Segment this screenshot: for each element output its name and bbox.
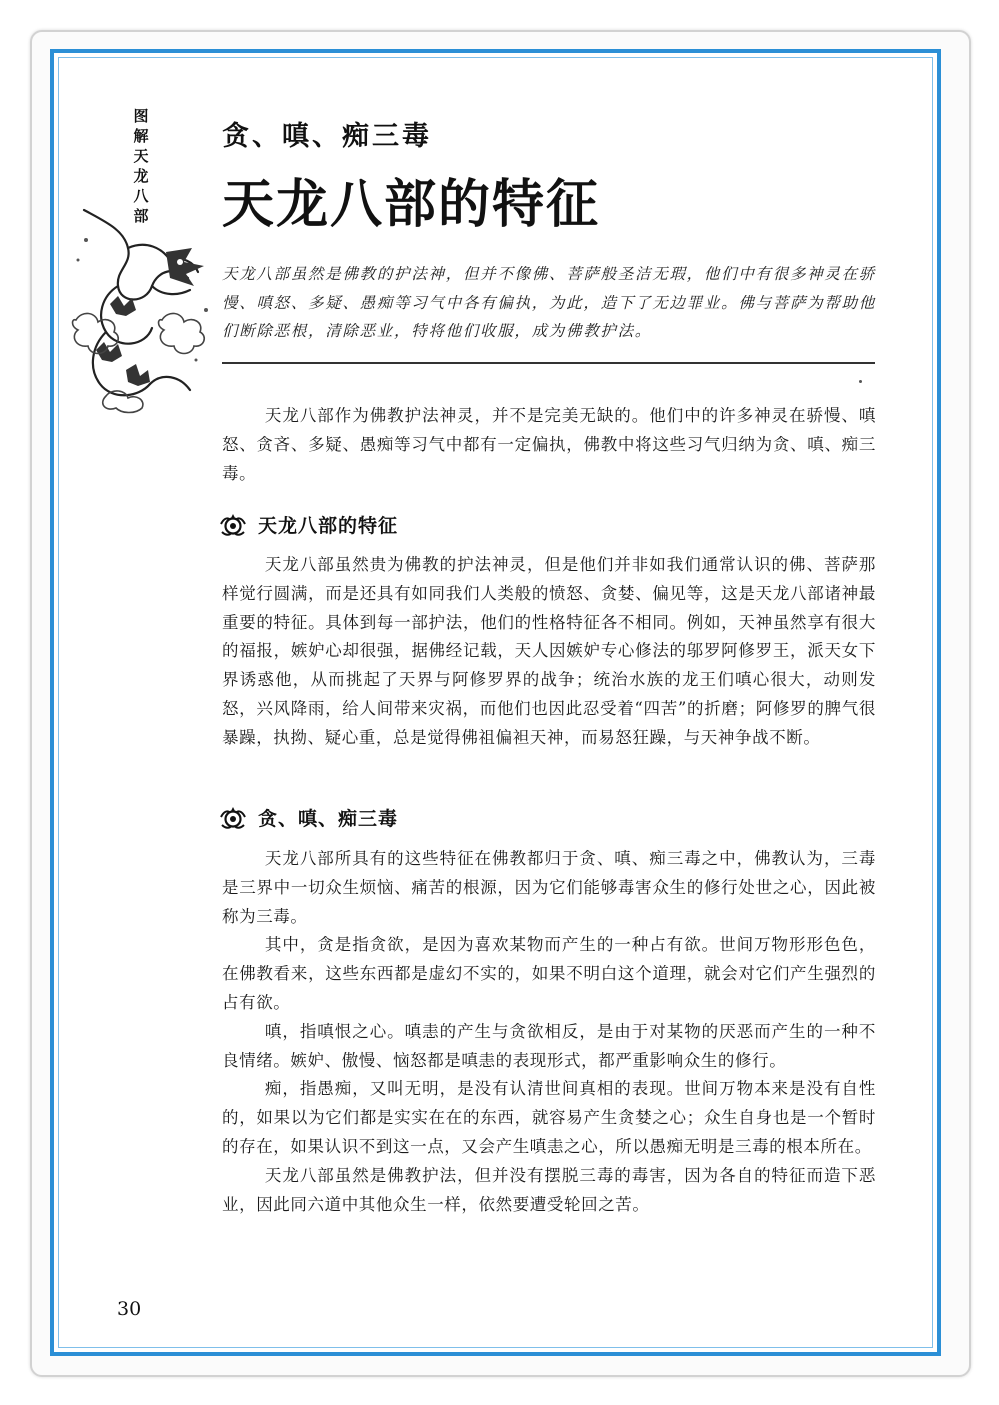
section1-body <box>222 551 876 753</box>
section-heading-three-poisons <box>218 804 398 831</box>
section2-body <box>222 845 876 1219</box>
page-number: 30 <box>117 1298 142 1320</box>
pre-title: 贪、嗔、痴三毒 <box>222 121 432 152</box>
paragraph: 痴，指愚痴，又叫无明，是没有认清世间真相的表现。世间万物本来是没有自性的，如果以为它们都是实实在在的东西，就容易产生贪婪之心；众生自身也是一个暂时的存在，如果认识不到这一点，又会产生嗔恚之心，所以愚痴无明是三毒的根本所在。 <box>222 1079 876 1156</box>
paragraph: 嗔，指嗔恨之心。嗔恚的产生与贪欲相反，是由于对某物的厌恶而产生的一种不良情绪。嫉妒、傲慢、恼怒都是嗔恚的表现形式，都严重影响众生的修行。 <box>222 1021 876 1070</box>
side-label-char: 解 <box>133 127 149 145</box>
section-heading-text: 贪、嗔、痴三毒 <box>258 808 399 830</box>
side-label-char: 天 <box>133 147 149 165</box>
paragraph: 其中，贪是指贪欲，是因为喜欢某物而产生的一种占有欲。世间万物形形色色，在佛教看来，这些东西都是虚幻不实的，如果不明白这个道理，就会对它们产生强烈的占有欲。 <box>222 935 876 1012</box>
section-heading-characteristics <box>218 511 398 538</box>
page-title: 天龙八部的特征 <box>222 174 601 235</box>
decorative-dot <box>859 380 862 383</box>
paragraph: 天龙八部作为佛教护法神灵，并不是完美无缺的。他们中的许多神灵在骄慢、嗔怒、贪吝、多疑、愚痴等习气中都有一定偏执，佛教中将这些习气归纳为贪、嗔、痴三毒。 <box>222 406 876 483</box>
side-label-char: 八 <box>133 187 149 205</box>
lotus-ornament-icon <box>218 805 248 831</box>
lotus-ornament-icon <box>218 512 248 538</box>
paragraph: 天龙八部所具有的这些特征在佛教都归于贪、嗔、痴三毒之中，佛教认为，三毒是三界中一切众生烦恼、痛苦的根源，因为它们能够毒害众生的修行处世之心，因此被称为三毒。 <box>222 849 876 926</box>
intro-paragraph: 天龙八部虽然是佛教的护法神，但并不像佛、菩萨般圣洁无瑕，他们中有很多神灵在骄慢、嗔怒、多疑、愚痴等习气中各有偏执，为此，造下了无边罪业。佛与菩萨为帮助他们断除恶根，清除恶业，特将他们收服，成为佛教护法。 <box>222 265 876 340</box>
dragon-illustration-icon <box>66 200 216 420</box>
opening-body <box>222 402 876 488</box>
side-label-char: 部 <box>133 207 149 225</box>
side-label-char: 龙 <box>133 167 149 185</box>
section-heading-text: 天龙八部的特征 <box>258 515 399 537</box>
intro-divider <box>222 362 875 364</box>
paragraph: 天龙八部虽然是佛教护法，但并没有摆脱三毒的毒害，因为各自的特征而造下恶业，因此同六道中其他众生一样，依然要遭受轮回之苦。 <box>222 1165 876 1214</box>
paragraph: 天龙八部虽然贵为佛教的护法神灵，但是他们并非如我们通常认识的佛、菩萨那样觉行圆满，而是还具有如同我们人类般的愤怒、贪婪、偏见等，这是天龙八部诸神最重要的特征。具体到每一部护法，他们的性格特征各不相同。例如，天神虽然享有很大的福报，嫉妒心却很强，据佛经记载，天人因嫉妒专心修法的邬罗阿修罗王，派天女下界诱惑他，从而挑起了天界与阿修罗界的战争；统治水族的龙王们嗔心很大，动则发怒，兴风降雨，给人间带来灾祸，而他们也因此忍受着“四苦”的折磨；阿修罗的脾气很暴躁，执拗、疑心重，总是觉得佛祖偏袒天神，而易怒狂躁，与天神争战不断。 <box>222 555 876 747</box>
side-label-char: 图 <box>133 107 149 125</box>
